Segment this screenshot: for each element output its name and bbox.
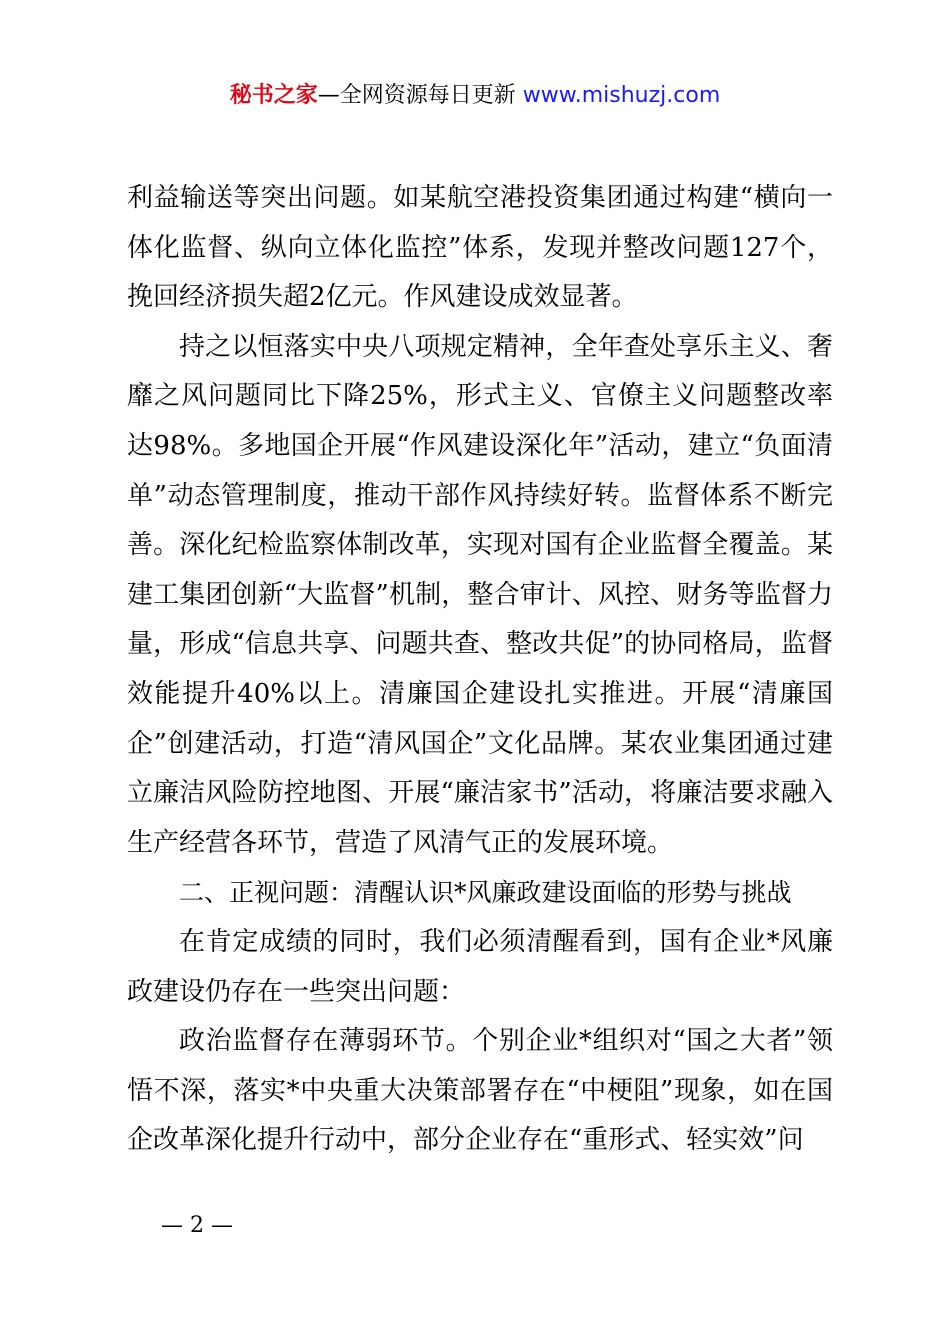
header-tagline: —全网资源每日更新 [317, 83, 523, 108]
paragraph: 持之以恒落实中央八项规定精神，全年查处享乐主义、奢靡之风问题同比下降25%，形式主义、官僚主义问题整改率达98%。多地国企开展“作风建设深化年”活动，建立“负面清单”动态管理制度，推动干部作风持续好转。监督体系不断完善。深化纪检监察体制改革，实现对国有企业监督全覆盖。某建工集团创新“大监督”机制，整合审计、风控、财务等监督力量，形成“信息共享、问题共查、整改共促”的协同格局，监督效能提升40%以上。清廉国企建设扎实推进。开展“清廉国企”创建活动，打造“清风国企”文化品牌。某农业集团通过建立廉洁风险防控地图、开展“廉洁家书”活动，将廉洁要求融入生产经营各环节，营造了风清气正的发展环境。 [127, 331, 833, 858]
page-header [0, 78, 950, 114]
paragraph: 在肯定成绩的同时，我们必须清醒看到，国有企业*风廉政建设仍存在一些突出问题： [127, 926, 833, 1007]
document-body [127, 174, 833, 1166]
paragraph: 政治监督存在薄弱环节。个别企业*组织对“国之大者”领悟不深，落实*中央重大决策部署存在“中梗阻”现象，如在国企改革深化提升行动中，部分企业存在“重形式、轻实效”问 [127, 1026, 833, 1156]
paragraph-continuation: 利益输送等突出问题。如某航空港投资集团通过构建“横向一体化监督、纵向立体化监控”体系，发现并整改问题127个，挽回经济损失超2亿元。作风建设成效显著。 [127, 183, 833, 313]
header-url-link[interactable]: www.mishuzj.com [522, 83, 721, 108]
header-brand: 秘书之家 [229, 83, 318, 108]
page-number: — 2 — [161, 1213, 233, 1238]
section-heading: 二、正视问题：清醒认识*风廉政建设面临的形势与挑战 [179, 878, 792, 908]
